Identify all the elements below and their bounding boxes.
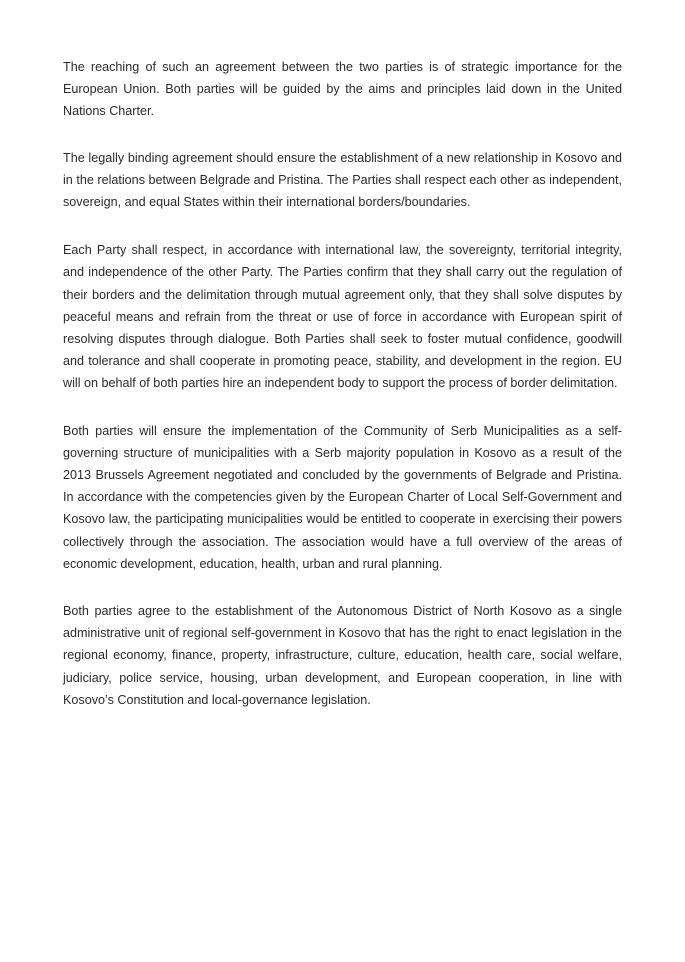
paragraph-legally-binding-agreement: The legally binding agreement should ensure the establishment of a new relationship in Kosovo and in the relations between Belgrade and Pristina. The Parties shall respect each other as independent, sovereign, and equal States within their international borders/​boundaries. [63, 150, 622, 210]
document-body [63, 56, 622, 733]
paragraph-strategic-importance: The reaching of such an agreement between the two parties is of strategic importance for the European Union. Both parties will be guided by the aims and principles laid down in the United Nations Charter. [63, 60, 622, 119]
paragraph-sovereignty-borders: Each Party shall respect, in accordance with international law, the sovereignty, territorial integrity, and independence of the other Party. The Parties confirm that they shall carry out the regulation of their borders and the delimitation through mutual agreement only, that they shall solve disputes by peaceful means and refrain from the threat or use of force in accordance with European spirit of resolving disputes through dialogue. Both Parties shall seek to foster mutual confidence, goodwill and tolerance and shall cooperate in promoting peace, stability, and development in the region. EU will on behalf of both parties hire an independent body to support the process of border delimitation. [63, 243, 622, 391]
paragraph-autonomous-district: Both parties agree to the establishment of the Autonomous District of North Kosovo as a single administrative unit of regional self-government in Kosovo that has the right to enact legislation in the regional economy, finance, property, infrastructure, culture, education, health care, social welfare, judiciary, police service, housing, urban development, and European cooperation, in line with Kosovo’s Constitution and local-governance legislation. [63, 604, 622, 707]
paragraph-community-serb-municipalities: Both parties will ensure the implementation of the Community of Serb Municipalities as a self-governing structure of municipalities with a Serb majority population in Kosovo as a result of the 2013 Brussels Agreement negotiated and concluded by the governments of Belgrade and Pristina. In accordance with the competencies given by the European Charter of Local Self-Government and Kosovo law, the participating municipalities would be entitled to cooperate in exercising their powers collectively through the association. The association would have a full overview of the areas of economic development, education, health, urban and rural planning. [63, 423, 622, 571]
